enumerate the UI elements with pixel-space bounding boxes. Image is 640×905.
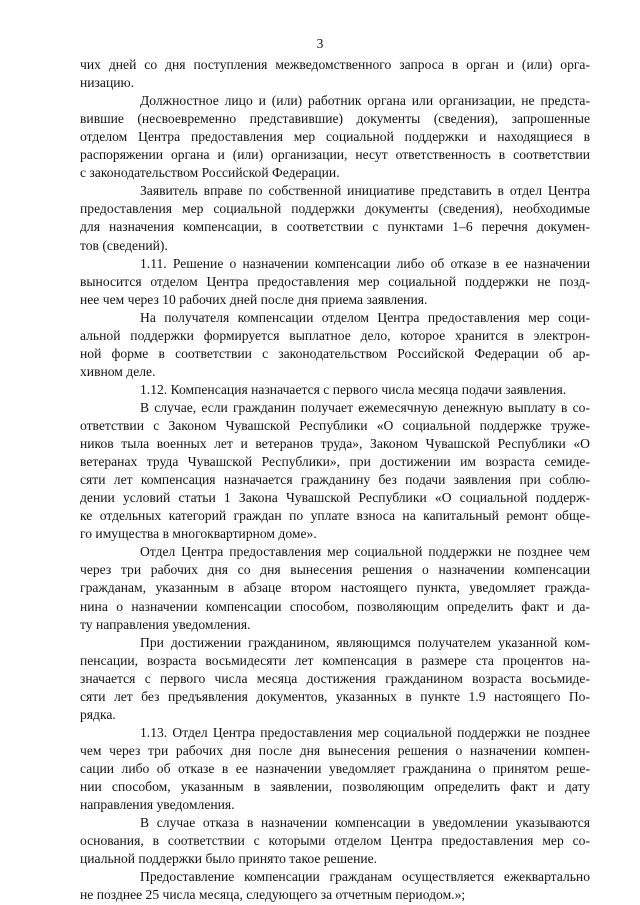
text-line: ту направления уведомления. (80, 616, 251, 632)
text-line: через три рабочих дня со дня вынесения решения о назначении компенсации (80, 562, 590, 578)
text-line: пенсации, возраста восьмидесяти лет компенсация в размере ста процентов на- (80, 652, 590, 668)
text-line: 1.13. Отдел Центра предоставления мер социальной поддержки не позднее (140, 724, 590, 740)
text-line: Предоставление компенсации гражданам осуществляется ежеквартально (140, 869, 590, 885)
text-line: чих дней со дня поступления межведомственного запроса в орган и (или) орга- (80, 57, 590, 72)
text-line: хивном деле. (80, 363, 156, 379)
text-line: го имущества в многоквартирном доме». (80, 526, 317, 542)
text-line: В случае, если гражданин получает ежемесячную денежную выплату в со- (140, 399, 590, 415)
text-line: нина о назначении компенсации способом, позволяющим определить факт и да- (80, 598, 590, 614)
text-line: Должностное лицо и (или) работник органа или организации, не предста- (140, 93, 590, 109)
text-line: предоставления мер социальной поддержки документы (сведения), необходимые (80, 201, 590, 217)
text-line: альной поддержки формируется выплатное дело, которое хранится в электрон- (80, 327, 590, 343)
text-line: гражданам, указанным в абзаце втором настоящего пункта, уведомляет гражда- (80, 580, 590, 596)
text-line: нее чем через 10 рабочих дней после дня приема заявления. (80, 291, 428, 307)
text-line: дении условий статьи 1 Закона Чувашской Республики «О социальной поддерж- (80, 490, 590, 506)
text-line: Заявитель вправе по собственной инициативе представить в отдел Центра (140, 183, 590, 199)
text-line: выносится отделом Центра предоставления мер социальной поддержки не позд- (80, 273, 590, 289)
text-line: распоряжении органа и (или) организации, несут ответственность в соответствии (80, 147, 590, 163)
text-line: нии способом, указанным в заявлении, позволяющим определить факт и дату (80, 779, 590, 794)
text-line: чем через три рабочих дня после дня вынесения решения о назначении компен- (80, 742, 590, 758)
page-number: 3 (316, 36, 324, 51)
text-line: циальной поддержки было принято такое решение. (80, 851, 378, 867)
text-line: сации либо об отказе в ее назначении уведомляет гражданина о принятом реше- (80, 760, 590, 776)
text-line: ке отдельных категорий граждан по уплате взноса на капитальный ремонт обще- (80, 508, 590, 524)
text-line: основания, в соответствии с которыми отделом Центра предоставления мер со- (80, 833, 590, 849)
text-line: ников тыла военных лет и ветеранов труда», Законом Чувашской Республики «О (80, 436, 590, 452)
text-line: рядка. (80, 706, 116, 722)
text-line: ответствии с Законом Чувашской Республики «О социальной поддержке труже- (80, 418, 590, 433)
text-line: вившие (несвоевременно представившие) документы (сведения), запрошенные (80, 111, 590, 127)
text-line: тов (сведений). (80, 237, 168, 253)
text-line: значается с первого числа месяца достижения гражданином возраста восьмиде- (80, 670, 590, 686)
text-line: для назначения компенсации, в соответствии с пунктами 1–6 перечня докумен- (80, 219, 590, 235)
text-line: На получателя компенсации отделом Центра предоставления мер соци- (140, 309, 590, 325)
text-line: ной форме в соответствии с законодательством Российской Федерации об ар- (80, 345, 590, 361)
text-line: ветеранах труда Чувашской Республики», при достижении им возраста семиде- (80, 454, 590, 470)
text-line: сяти лет без предъявления документов, указанных в пункте 1.9 настоящего По- (80, 688, 590, 704)
text-line: В случае отказа в назначении компенсации в уведомлении указываются (140, 815, 590, 831)
text-line: с законодательством Российской Федерации. (80, 165, 340, 181)
text-line: 1.12. Компенсация назначается с первого числа месяца подачи заявления. (140, 381, 567, 397)
text-line: сяти лет компенсация назначается гражданину без подачи заявления при соблю- (80, 472, 590, 488)
text-line: Отдел Центра предоставления мер социальной поддержки не позднее чем (140, 544, 590, 560)
text-line: отделом Центра предоставления мер социальной поддержки и находящиеся в (80, 129, 590, 145)
text-line: 1.11. Решение о назначении компенсации либо об отказе в ее назначении (140, 255, 590, 271)
text-line: При достижении гражданином, являющимся получателем указанной ком- (140, 634, 590, 650)
text-line: низацию. (80, 75, 135, 91)
text-line: не позднее 25 числа месяца, следующего за отчетным периодом.»; (80, 887, 466, 903)
text-line: направления уведомления. (80, 797, 235, 813)
